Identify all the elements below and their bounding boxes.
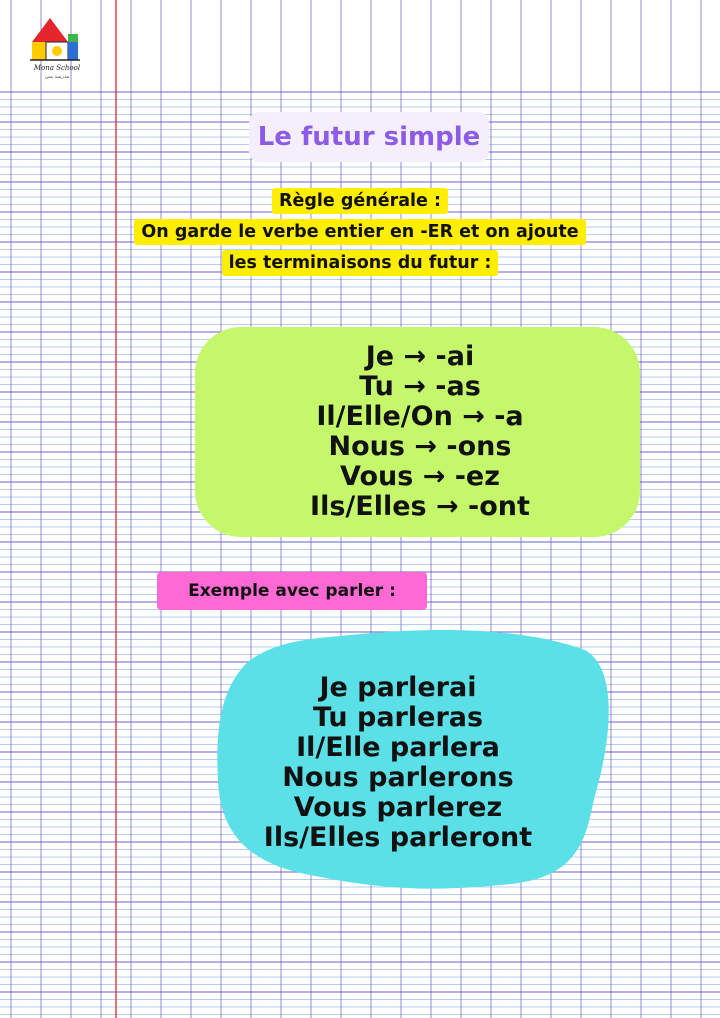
logo-name: Mona School: [33, 64, 81, 72]
general-rule: [0, 186, 720, 279]
example-label: Exemple avec parler :: [188, 581, 396, 601]
conjugation-ils-elles: Ils/Elles parleront: [263, 822, 533, 853]
conjugation-tu: Tu parleras: [312, 702, 484, 733]
ending-vous: Vous → -ez: [340, 461, 500, 492]
house-logo-icon: [28, 12, 88, 92]
conjugation-il-elle: Il/Elle parlera: [296, 732, 500, 763]
ending-tu: Tu → -as: [359, 371, 481, 402]
rule-line-1: On garde le verbe entier en -ER et on ajoute: [134, 219, 585, 245]
conjugation-list: [218, 673, 578, 853]
page-title: Le futur simple: [257, 122, 481, 152]
endings-list: [195, 342, 645, 522]
page-title-box: [249, 112, 489, 162]
logo-subtitle: مدرسة منى: [44, 74, 70, 80]
conjugation-je: Je parlerai: [319, 672, 477, 703]
rule-line-2: les terminaisons du futur :: [222, 250, 499, 276]
ending-je: Je → -ai: [365, 341, 475, 372]
conjugation-vous: Vous parlerez: [293, 792, 503, 823]
example-label-box: [157, 572, 427, 610]
ending-nous: Nous → -ons: [328, 431, 512, 462]
conjugation-nous: Nous parlerons: [282, 762, 514, 793]
ending-il-elle-on: Il/Elle/On → -a: [316, 401, 524, 432]
rule-heading: Règle générale :: [272, 188, 448, 214]
ending-ils-elles: Ils/Elles → -ont: [310, 491, 530, 522]
